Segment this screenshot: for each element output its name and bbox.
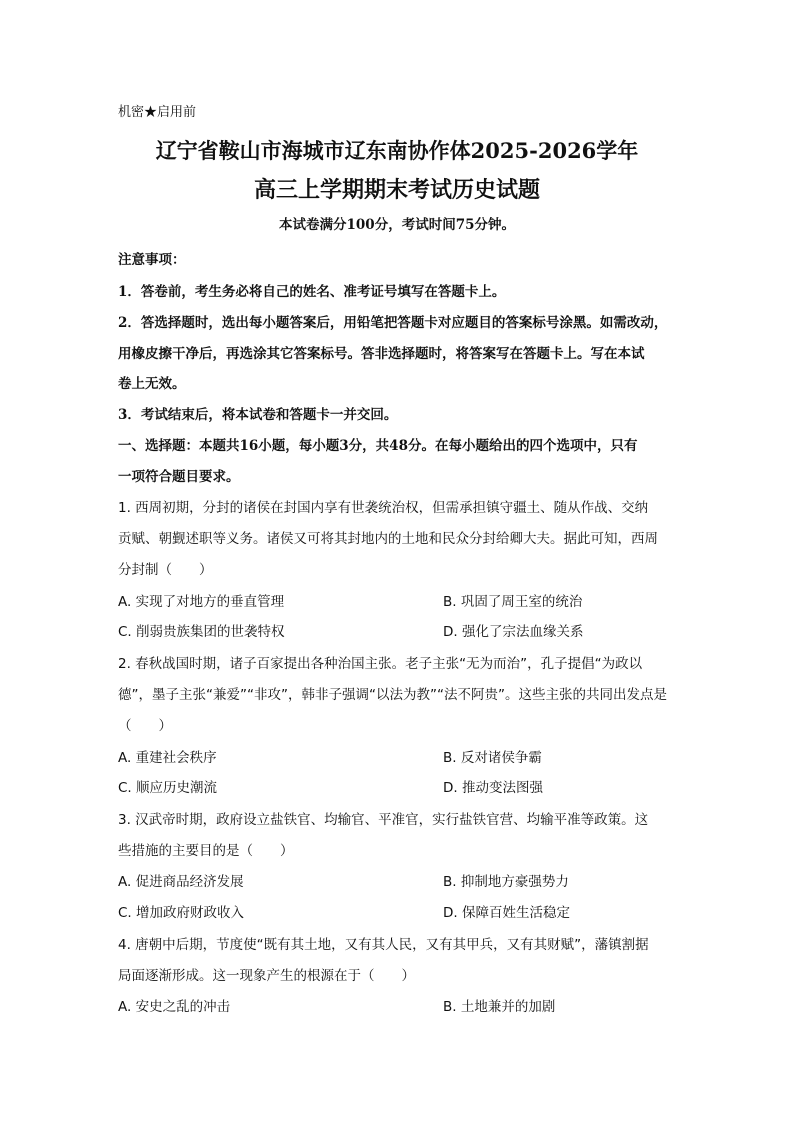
exam-subtitle: 本试卷满分100分，考试时间75分钟。 bbox=[279, 217, 515, 233]
section-heading-cont: 一项符合题目要求。 bbox=[118, 469, 240, 485]
question-1-text: 贡赋、朝觐述职等义务。诸侯又可将其封地内的土地和民众分封给卿大夫。据此可知，西周 bbox=[118, 531, 658, 547]
notes-item: 3．考试结束后，将本试卷和答题卡一并交回。 bbox=[118, 407, 398, 423]
question-1-text: 分封制（ ） bbox=[118, 562, 213, 578]
question-2-option-b: B. 反对诸侯争霸 bbox=[443, 750, 542, 766]
question-4-option-a: A. 安史之乱的冲击 bbox=[118, 999, 231, 1015]
question-3-text: 些措施的主要目的是（ ） bbox=[118, 843, 294, 859]
question-1-option-d: D. 强化了宗法血缘关系 bbox=[443, 624, 584, 640]
question-1-option-c: C. 削弱贵族集团的世袭特权 bbox=[118, 624, 285, 640]
question-2-text: 2. 春秋战国时期，诸子百家提出各种治国主张。老子主张“无为而治”，孔子提倡“为政以 bbox=[118, 656, 643, 672]
question-2-option-a: A. 重建社会秩序 bbox=[118, 750, 217, 766]
exam-title-line2: 高三上学期期末考试历史试题 bbox=[253, 177, 540, 203]
question-3-option-b: B. 抑制地方豪强势力 bbox=[443, 874, 569, 890]
question-4-option-b: B. 土地兼并的加剧 bbox=[443, 999, 556, 1015]
question-1-option-a: A. 实现了对地方的垂直管理 bbox=[118, 594, 285, 610]
section-heading: 一、选择题：本题共16小题，每小题3分，共48分。在每小题给出的四个选项中，只有 bbox=[118, 438, 638, 454]
question-3-option-a: A. 促进商品经济发展 bbox=[118, 874, 244, 890]
question-3-option-c: C. 增加政府财政收入 bbox=[118, 905, 245, 921]
question-1-option-b: B. 巩固了周王室的统治 bbox=[443, 594, 583, 610]
notes-heading: 注意事项： bbox=[118, 252, 186, 268]
notes-item: 用橡皮擦干净后，再选涂其它答案标号。答非选择题时，将答案写在答题卡上。写在本试 bbox=[118, 346, 645, 362]
exam-title-line1: 辽宁省鞍山市海城市辽东南协作体2025-2026学年 bbox=[155, 138, 639, 163]
question-4-text: 局面逐渐形成。这一现象产生的根源在于（ ） bbox=[118, 968, 415, 984]
question-2-text: 德”，墨子主张“兼爱”“非攻”，韩非子强调“以法为教”“法不阿贵”。这些主张的共同出发点是 bbox=[118, 687, 667, 703]
question-3-option-d: D. 保障百姓生活稳定 bbox=[443, 905, 570, 921]
question-2-option-c: C. 顺应历史潮流 bbox=[118, 780, 218, 796]
notes-item: 卷上无效。 bbox=[118, 376, 186, 392]
question-4-text: 4. 唐朝中后期，节度使“既有其土地，又有其人民，又有其甲兵，又有其财赋”，藩镇割据 bbox=[118, 937, 649, 953]
notes-item: 1．答卷前，考生务必将自己的姓名、准考证号填写在答题卡上。 bbox=[118, 284, 506, 300]
question-2-text: （ ） bbox=[118, 718, 172, 734]
secret-label: 机密★启用前 bbox=[118, 105, 197, 120]
question-3-text: 3. 汉武帝时期，政府设立盐铁官、均输官、平准官，实行盐铁官营、均输平准等政策。这 bbox=[118, 812, 649, 828]
question-1-text: 1. 西周初期，分封的诸侯在封国内享有世袭统治权，但需承担镇守疆土、随从作战、交纳 bbox=[118, 500, 649, 516]
notes-item: 2．答选择题时，选出每小题答案后，用铅笔把答题卡对应题目的答案标号涂黑。如需改动， bbox=[118, 315, 668, 331]
question-2-option-d: D. 推动变法图强 bbox=[443, 780, 543, 796]
